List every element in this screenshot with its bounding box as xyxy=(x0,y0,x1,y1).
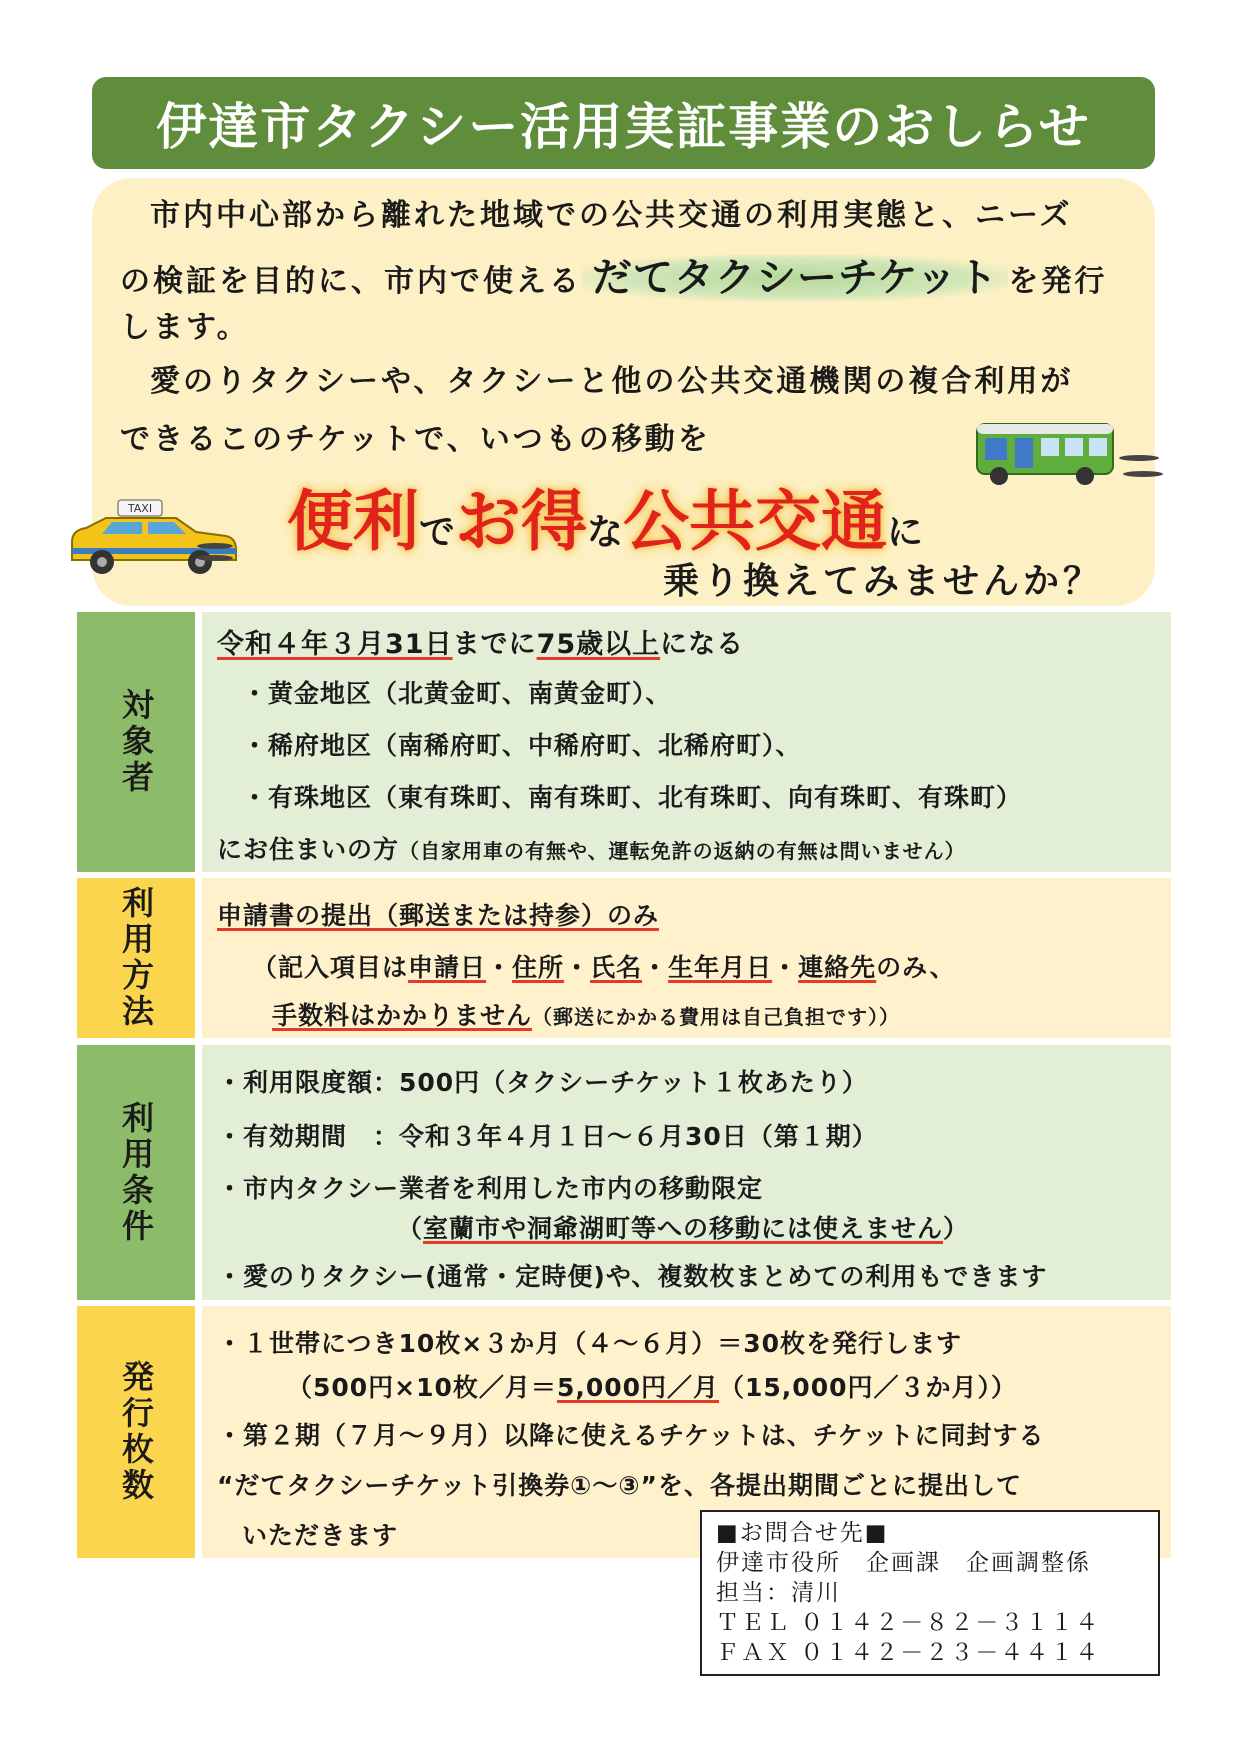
section-conditions-header: 利用条件 xyxy=(77,1045,195,1300)
conditions-line-3: ・市内タクシー業者を利用した市内の移動限定 xyxy=(217,1174,764,1203)
catch-ni: に xyxy=(887,512,924,553)
intro-line-5: できるこのチケットで、いつもの移動を xyxy=(120,422,711,457)
target-line-2: ・黄金地区（北黄金町、南黄金町）、 xyxy=(242,679,672,708)
issue-line-3: ・第２期（７月～９月）以降に使えるチケットは、チケットに同封する xyxy=(217,1421,1045,1450)
conditions-line-2: ・有効期間 ：令和３年４月１日～６月30日（第１期） xyxy=(217,1122,878,1151)
intro-line-3: します。 xyxy=(120,310,250,345)
section-conditions-body xyxy=(202,1045,1171,1300)
target-line-5: にお住まいの方（自家用車の有無や、運転免許の返納の有無は問いません） xyxy=(217,835,966,864)
svg-text:TAXI: TAXI xyxy=(127,502,153,515)
section-issue-header: 発行枚数 xyxy=(77,1306,195,1558)
contact-title: ■お問合せ先■ xyxy=(716,1520,889,1546)
contact-box xyxy=(700,1510,1160,1676)
intro-line-4: 愛のりタクシーや、タクシーと他の公共交通機関の複合利用が xyxy=(150,364,1074,399)
intro-line-2-post: を発行 xyxy=(1008,264,1108,299)
target-line-3: ・稀府地区（南稀府町、中稀府町、北稀府町）、 xyxy=(242,731,802,760)
section-target-header: 対象者 xyxy=(77,612,195,872)
issue-line-2: （500円×10枚／月＝5,000円／月（15,000円／３か月）） xyxy=(287,1373,1017,1402)
intro-line-6: 乗り換えてみませんか？ xyxy=(663,561,1104,602)
section-target-body xyxy=(202,612,1171,872)
bus-exhaust-icon xyxy=(1115,452,1163,482)
intro-line-1: 市内中心部から離れた地域での公共交通の利用実態と、ニーズ xyxy=(150,198,1073,233)
method-line-3: 手数料はかかりません（郵送にかかる費用は自己負担です）） xyxy=(272,1001,901,1030)
intro-line-2-pre: の検証を目的に、市内で使える xyxy=(120,264,582,299)
catch-koukyou: 公共交通 xyxy=(623,483,888,560)
contact-fax: ＦＡＸ ０１４２－２３－４４１４ xyxy=(716,1640,1101,1666)
ticket-name-highlight: だてタクシーチケット xyxy=(582,255,1008,301)
contact-person: 担当：清川 xyxy=(716,1580,841,1606)
contact-org: 伊達市役所 企画課 企画調整係 xyxy=(716,1550,1091,1576)
target-line-4: ・有珠地区（東有珠町、南有珠町、北有珠町、向有珠町、有珠町） xyxy=(242,783,1023,812)
method-line-1: 申請書の提出（郵送または持参）のみ xyxy=(217,901,660,930)
conditions-line-4: （室蘭市や洞爺湖町等への移動には使えません） xyxy=(397,1214,970,1243)
section-conditions xyxy=(77,1045,1171,1300)
conditions-line-5: ・愛のりタクシー(通常・定時便)や、複数枚まとめての利用もできます xyxy=(217,1262,1048,1291)
catch-na: な xyxy=(587,512,624,553)
issue-line-1: ・１世帯につき10枚×３か月（４～６月）＝30枚を発行します xyxy=(217,1329,963,1358)
intro-line-2 xyxy=(120,246,1107,303)
target-line-1: 令和４年３月31日までに75歳以上になる xyxy=(217,629,745,660)
title-banner xyxy=(92,77,1155,169)
catch-benri: 便利 xyxy=(287,483,419,560)
conditions-line-1: ・利用限度額：500円（タクシーチケット１枚あたり） xyxy=(217,1068,868,1097)
section-method xyxy=(77,878,1171,1038)
issue-line-4: “だてタクシーチケット引換券①～③”を、各提出期間ごとに提出して xyxy=(217,1471,1022,1500)
catchphrase xyxy=(287,468,923,563)
section-method-header: 利用方法 xyxy=(77,878,195,1038)
section-method-body xyxy=(202,878,1171,1038)
method-line-2: （記入項目は申請日・住所・氏名・生年月日・連絡先のみ、 xyxy=(252,953,956,982)
catch-otoku: お得 xyxy=(455,483,588,560)
contact-tel: ＴＥＬ ０１４２－８２－３１１４ xyxy=(716,1610,1101,1636)
section-target xyxy=(77,612,1171,872)
page-title: 伊達市タクシー活用実証事業のおしらせ xyxy=(156,98,1091,156)
issue-line-5: いただきます xyxy=(242,1521,399,1550)
catch-de: で xyxy=(419,512,456,553)
taxi-exhaust-icon xyxy=(195,540,235,564)
bus-icon xyxy=(975,420,1115,490)
